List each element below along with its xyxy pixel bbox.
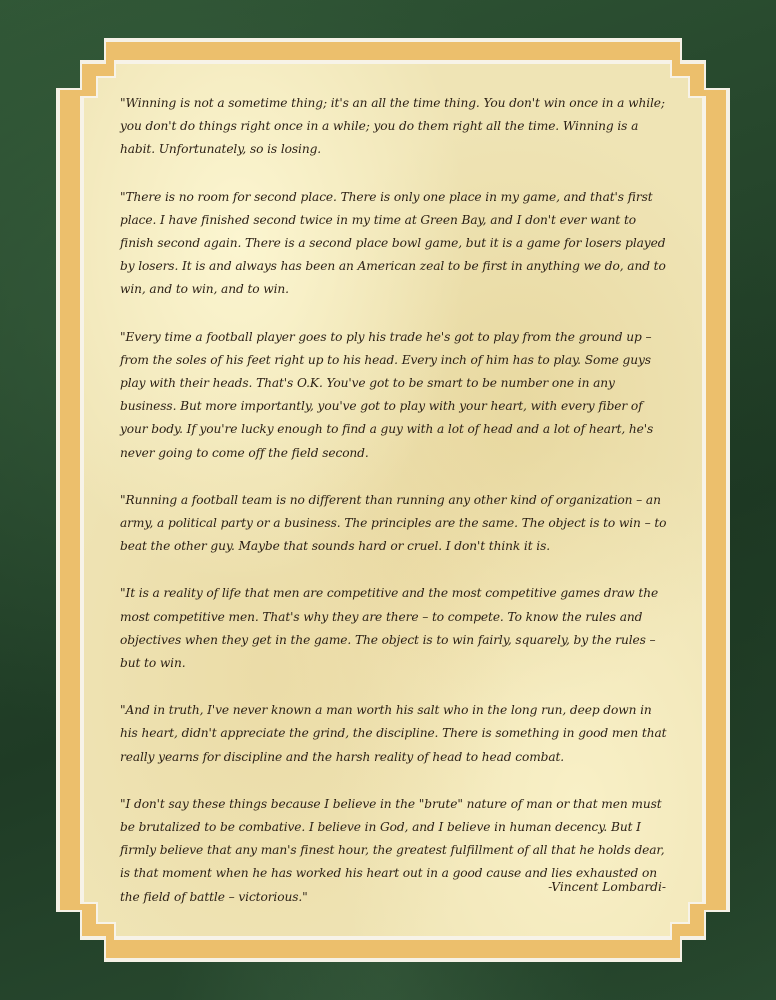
quote-paragraph-7: "I don't say these things because I believe in the "brute" nature of man or that men must be brutalized to be combative. I believe in God, and I believe in human decency. But I firmly believe that any man's finest hour, the greatest fulfillment of all that he holds dear, is that moment when he has worked his heart out in a good cause and lies exhausted on the field of battle – victorious." [120,796,665,904]
quote-paragraph-5: "It is a reality of life that men are competitive and the most competitive games draw the most competitive men. That's why they are there – to compete. To know the rules and objectives when they get in the game. The object is to win fairly, squarely, by the rules – but to win. [120,586,659,671]
quote-text-block [120,92,668,933]
quote-paragraph-6: "And in truth, I've never known a man worth his salt who in the long run, deep down in his heart, didn't appreciate the grind, the discipline. There is something in good men that really yearns for discipline and the harsh reality of head to head combat. [120,703,667,764]
quote-paragraph-1: "Winning is not a sometime thing; it's an all the time thing. You don't win once in a while; you don't do things right once in a while; you do them right all the time. Winning is a habit. Unfortunately, so is losing. [120,96,665,157]
quote-paragraph-4: "Running a football team is no different than running any other kind of organization – an army, a political party or a business. The principles are the same. The object is to win – to beat the other guy. Maybe that sounds hard or cruel. I don't think it is. [120,492,667,554]
quote-paragraph-3: "Every time a football player goes to ply his trade he's got to play from the ground up – from the soles of his feet right up to his head. Every inch of him has to play. Some guys play with their heads. That's O.K. You've got to be smart to be number one in any business. But more importantly, you've got to play with your heart, with every fiber of your body. If you're lucky enough to find a guy with a lot of head and a lot of heart, he's never going to come off the field second. [120,329,654,460]
quote-paragraph-2: "There is no room for second place. There is only one place in my game, and that's first place. I have finished second twice in my time at Green Bay, and I don't ever want to finish second again. There is a second place bowl game, but it is a game for losers played by losers. It is and always has been an American zeal to be first in anything we do, and to win, and to win, and to win. [120,189,666,297]
attribution-signature: -Vincent Lombardi- [548,880,666,894]
